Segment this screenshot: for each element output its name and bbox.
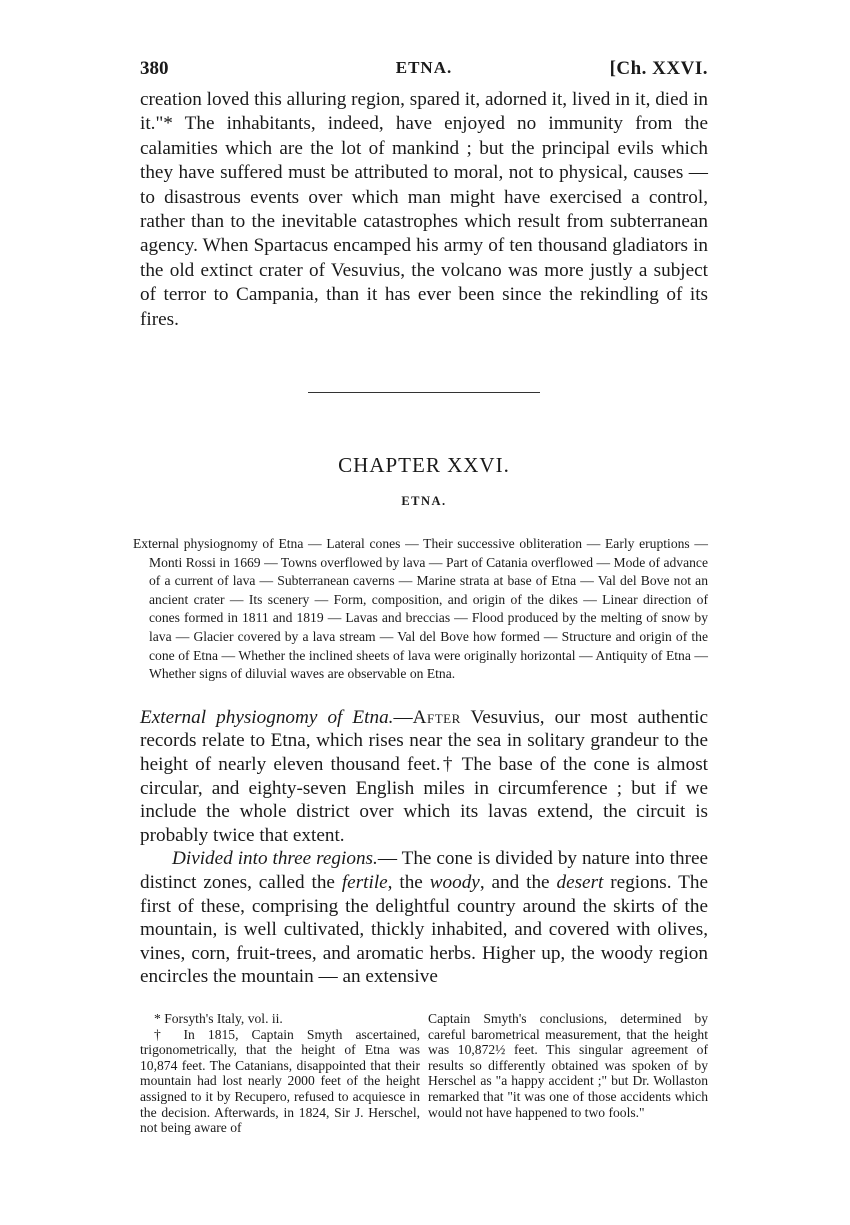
page-number: 380 bbox=[140, 58, 169, 79]
intro-paragraph bbox=[140, 88, 708, 332]
term-woody: woody bbox=[429, 871, 480, 893]
running-head bbox=[140, 58, 708, 88]
regions-text-c: , and the bbox=[479, 871, 557, 893]
regions-text-a: — The cone is divided by nature into three distinct zones, called the bbox=[140, 848, 708, 893]
regions-text-d: regions. The first of these, comprising the delightful country around the skirts of the mountain, is well cultivated, thickly inhabited, and covered with olives, vines, corn, fruit-trees, and aromatic herbs. Higher up, the woody region encircles the mountain — an extensive bbox=[140, 871, 708, 988]
footnotes-left-column bbox=[140, 1011, 420, 1136]
physiognomy-text: Vesuvius, our most authentic records relate to Etna, which rises near the sea in solitary grandeur to the height of nearly eleven thousand feet.† The base of the cone is almost circular, and eighty-seven English miles in circumference ; but if we include the whole district over which its lavas extend, the circuit is probably twice that extent. bbox=[140, 706, 708, 846]
section-divider bbox=[308, 392, 540, 393]
paragraph-regions bbox=[140, 847, 708, 989]
chapter-subtitle: ETNA. bbox=[401, 494, 447, 509]
footnote-dagger: † In 1815, Captain Smyth ascertained, trigonometrically, that the height of Etna was 10,874 feet. The Catanians, disappointed that their mountain had lost nearly 2000 feet of the height assigned to it by Recupero, refused to acquiesce in the decision. Afterwards, in 1824, Sir J. Herschel, not being aware of bbox=[140, 1026, 420, 1136]
footnote-dagger-continued: Captain Smyth's conclusions, determined by careful barometrical measurement, that the height was 10,872½ feet. This singular agreement of results so differently obtained was spoken of by Herschel as "a happy accident ;" but Dr. Wollaston remarked that "it was one of those accidents which would not have happened to two fools." bbox=[428, 1010, 708, 1120]
footnotes-right-column bbox=[428, 1011, 708, 1136]
paragraph-physiognomy bbox=[140, 706, 708, 848]
chapter-title: CHAPTER XXVI. bbox=[338, 453, 510, 478]
chapter-summary: External physiognomy of Etna — Lateral cones — Their successive obliteration — Early eruptions — Monti Rossi in 1669 — Towns overflowed by lava — Part of Catania overflowed — Mode of advance of a current of lava — Subterranean caverns — Marine strata at base of Etna — Val del Bove not an ancient crater — Its scenery — Form, composition, and origin of the dikes — Linear direction of cones formed in 1811 and 1819 — Lavas and breccias — Flood produced by the melting of snow by lava — Glacier covered by a lava stream — Val del Bove how formed — Structure and origin of the cone of Etna — Whether the inclined sheets of lava were originally horizontal — Antiquity of Etna — Whether signs of diluvial waves are observable on Etna. bbox=[133, 536, 708, 682]
intro-text: creation loved this alluring region, spared it, adorned it, lived in it, died in it."* The inhabitants, indeed, have enjoyed no immunity from the calamities which are the lot of mankind ; but the principal evils which they have suffered must be attributed to moral, not to physical, causes — to disastrous events over which man might have exercised a control, rather than to the inevitable catastrophes which result from subterranean agency. When Spartacus encamped his army of ten thousand gladiators in the old extinct crater of Vesuvius, the volcano was more justly a subject of terror to Campania, than it has ever been since the rekindling of its fires. bbox=[140, 89, 708, 330]
main-text bbox=[140, 706, 708, 989]
drop-word: After bbox=[412, 706, 461, 728]
heading-physiognomy: External physiognomy of Etna. bbox=[140, 706, 394, 728]
term-fertile: fertile bbox=[341, 871, 388, 893]
regions-text-b: , the bbox=[387, 871, 430, 893]
footnotes bbox=[140, 1011, 708, 1136]
heading-dash: — bbox=[393, 706, 413, 728]
footnote-star: * Forsyth's Italy, vol. ii. bbox=[154, 1010, 283, 1026]
running-title: ETNA. bbox=[395, 58, 453, 77]
book-page bbox=[133, 58, 708, 1136]
heading-regions: Divided into three regions. bbox=[172, 848, 378, 870]
running-chapter: [Ch. XXVI. bbox=[609, 58, 708, 79]
term-desert: desert bbox=[556, 871, 604, 893]
